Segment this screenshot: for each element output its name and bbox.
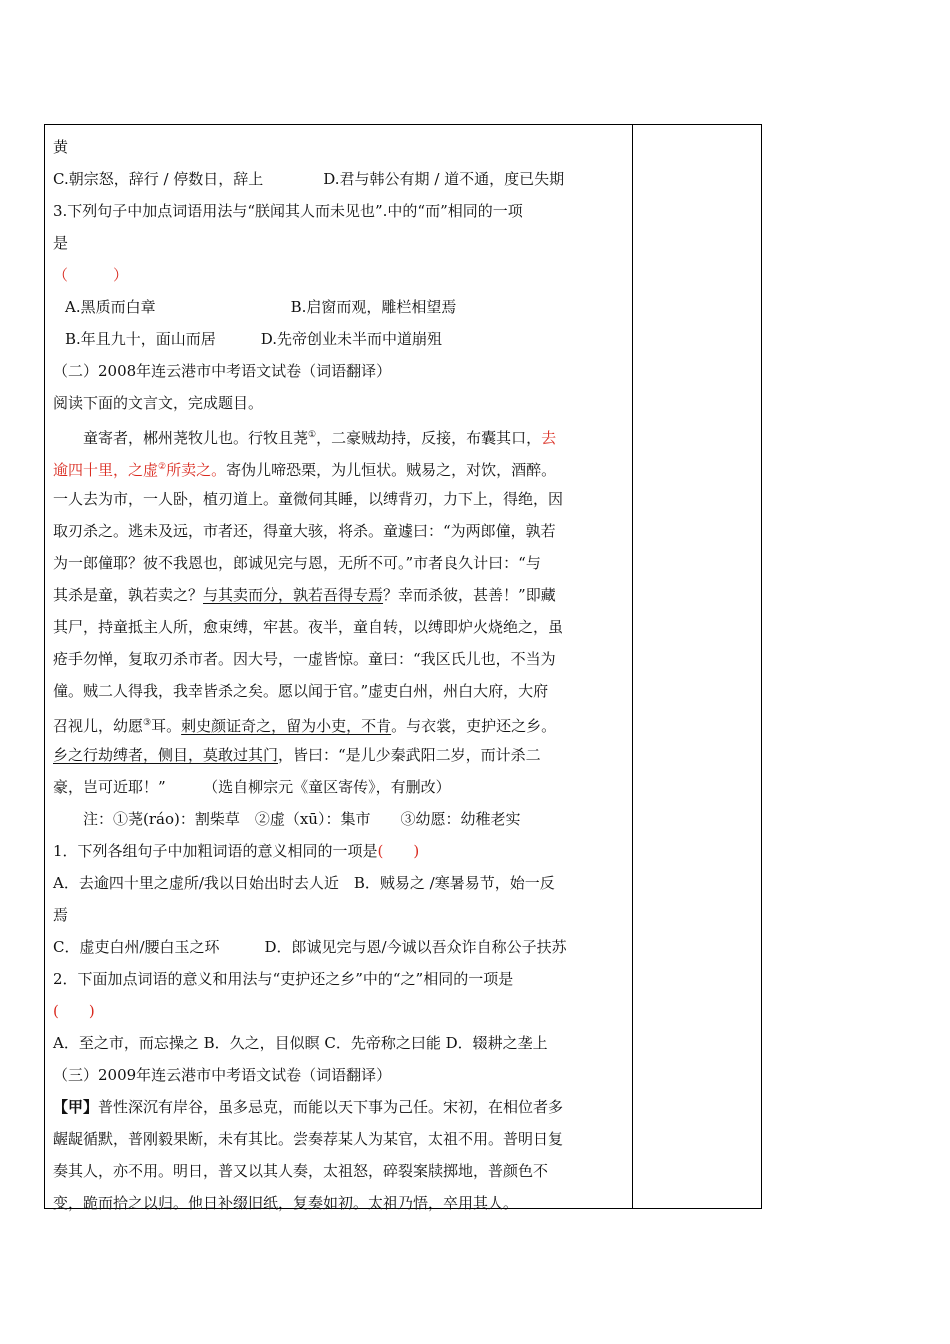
option-line: 焉 (53, 906, 69, 924)
passage-line: 【甲】普性深沉有岸谷，虽多忌克，而能以天下事为己任。宋初，在相位者多 (53, 1098, 564, 1116)
passage-line: 其尸，持童抵主人所，愈束缚，牢甚。夜半，童自转，以缚即炉火烧绝之，虽 (53, 618, 564, 636)
passage-label: 【甲】 (53, 1098, 99, 1116)
passage-line: 奏其人，亦不用。明日，普又以其人奏，太祖怒，碎裂案牍掷地，普颜色不 (53, 1162, 549, 1180)
footnote-marker: ③ (143, 718, 152, 728)
passage-line: 逾四十里，之虚②所卖之。寄伪儿啼恐栗，为儿恒状。贼易之，对饮，酒醉。 (53, 461, 557, 479)
text-line: 是 (53, 234, 69, 252)
option-line: B.年且九十，面山而居 D.先帝创业未半而中道崩殂 (65, 330, 443, 348)
passage-line: 取刃杀之。逃未及远，市者还，得童大骇，将杀。童遽曰：“为两郎僮，孰若 (53, 522, 556, 540)
answer-paren: （ ） (53, 266, 129, 284)
text-line: 黄 (53, 138, 69, 156)
passage-line: 一人去为市，一人卧，植刃道上。童微伺其睡，以缚背刃，力下上，得绝，因 (53, 490, 564, 508)
section-title: （三）2009年连云港市中考语文试卷（词语翻译） (53, 1066, 392, 1084)
passage-line: 疮手勿惮，复取刃杀市者。因大号，一虚皆惊。童曰：“我区氏儿也，不当为 (53, 650, 556, 668)
text-line: 3.下列句子中加点词语用法与“朕闻其人而未见也”.中的“而”相同的一项 (53, 202, 523, 220)
passage-line: 召视儿，幼愿③耳。刺史颜证奇之，留为小吏，不肯。与衣裳，吏护还之乡。 (53, 717, 557, 735)
passage-line: 乡之行劫缚者，侧目，莫敢过其门，皆曰：“是儿少秦武阳二岁，而计杀二 (53, 746, 541, 764)
passage-line: 变，跪而拾之以归。他日补缀旧纸，复奏如初。太祖乃悟，卒用其人。 (53, 1194, 519, 1212)
option-line: A．去逾四十里之虚所/我以日始出时去人近 B．贼易之 /寒暑易节，始一反 (53, 874, 555, 892)
passage-line: 僮。贼二人得我，我幸皆杀之矣。愿以闻于官。”虚吏白州，州白大府，大府 (53, 682, 549, 700)
section-intro: 阅读下面的文言文，完成题目。 (53, 394, 264, 412)
text-line: C.朝宗怒，辞行 / 停数日，辞上 D.君与韩公有期 / 道不通，度已失期 (53, 170, 565, 188)
passage-line: 其杀是童，孰若卖之？与其卖而分，孰若吾得专焉？幸而杀彼，甚善！”即藏 (53, 586, 556, 604)
section-title: （二）2008年连云港市中考语文试卷（词语翻译） (53, 362, 392, 380)
passage-line: 为一郎僮耶？彼不我恩也，郎诚见完与恩，无所不可。”市者良久计曰：“与 (53, 554, 541, 572)
answer-paren: ( ) (53, 1002, 95, 1020)
footnote-marker: ① (308, 430, 317, 440)
main-cell (53, 131, 625, 1219)
passage-line: 豪，岂可近耶！” （选自柳宗元《童区寄传》，有删改） (53, 778, 451, 796)
passage-line: 童寄者，郴州荛牧儿也。行牧且荛①，二豪贼劫持，反接，布囊其口，去 (83, 429, 557, 447)
passage-line: 龌龊循默，普刚毅果断，未有其比。尝奏荐某人为某官，太祖不用。普明日复 (53, 1130, 564, 1148)
option-line: A．至之市，而忘操之 B．久之，目似瞑 C．先帝称之曰能 D．辍耕之垄上 (53, 1034, 548, 1052)
worksheet-table (44, 124, 762, 1212)
option-line: A.黑质而白章 B.启窗而观，雕栏相望焉 (65, 298, 457, 316)
footnote-marker: ② (158, 462, 167, 472)
question-stem: 2．下面加点词语的意义和用法与“吏护还之乡”中的“之”相同的一项是 (53, 970, 514, 988)
footnote: 注：①荛(ráo)：割柴草 ②虚（xū）：集市 ③幼愿：幼稚老实 (83, 810, 521, 828)
question-stem: 1．下列各组句子中加粗词语的意义相同的一项是( ) (53, 842, 420, 860)
option-line: C．虚吏白州/腰白玉之环 D．郎诚见完与恩/今诚以吾众诈自称公子扶苏 (53, 938, 567, 956)
table-column-divider (632, 125, 633, 1208)
